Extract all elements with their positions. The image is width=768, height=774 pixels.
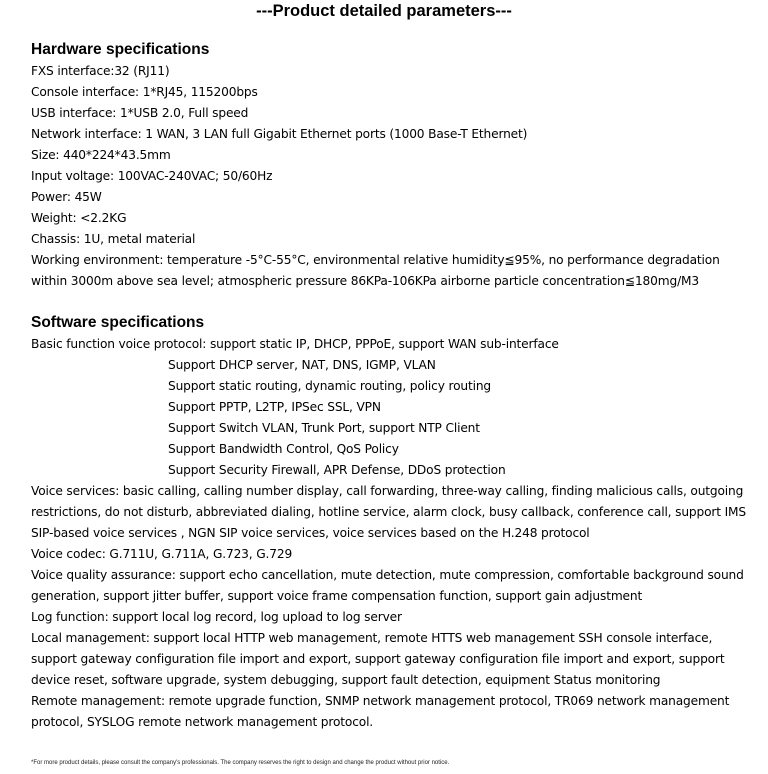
hardware-line-usb: USB interface: 1*USB 2.0, Full speed [31,106,249,120]
software-line-log-function: Log function: support local log record, log upload to log server [31,610,402,624]
software-line-local-management: Local management: support local HTTP web management, remote HTTS web management SSH console interface, [31,631,713,645]
software-line-basic-function: Basic function voice protocol: support static IP, DHCP, PPPoE, support WAN sub-interface [31,337,559,351]
hardware-line-size: Size: 440*224*43.5mm [31,148,171,162]
software-line-firewall: Support Security Firewall, APR Defense, DDoS protection [168,463,506,477]
software-line-voice-services: Voice services: basic calling, calling number display, call forwarding, three-way calling, finding malicious calls, outgoing [31,484,744,498]
software-line-local-management-cont-2: device reset, software upgrade, system debugging, support fault detection, equipment Status monitoring [31,673,661,687]
hardware-line-environment: Working environment: temperature -5°C-55°C, environmental relative humidity≦95%, no performance degradation [31,253,720,267]
hardware-line-input-voltage: Input voltage: 100VAC-240VAC; 50/60Hz [31,169,273,183]
software-line-voice-services-cont-1: restrictions, do not disturb, abbreviated dialing, hotline service, alarm clock, busy callback, conference call, support IMS [31,505,746,519]
software-line-remote-management-cont: protocol, SYSLOG remote network management protocol. [31,715,374,729]
software-line-remote-management: Remote management: remote upgrade function, SNMP network management protocol, TR069 network management [31,694,730,708]
software-line-vlan: Support Switch VLAN, Trunk Port, support NTP Client [168,421,480,435]
software-line-voice-quality: Voice quality assurance: support echo cancellation, mute detection, mute compression, comfortable background sound [31,568,744,582]
hardware-line-weight: Weight: <2.2KG [31,211,127,225]
software-line-voice-codec: Voice codec: G.711U, G.711A, G.723, G.729 [31,547,293,561]
software-line-routing: Support static routing, dynamic routing, policy routing [168,379,492,393]
hardware-heading: Hardware specifications [31,41,210,58]
hardware-line-environment-cont: within 3000m above sea level; atmospheric pressure 86KPa-106KPa airborne particle concentration≦180mg/M3 [31,274,699,288]
hardware-line-chassis: Chassis: 1U, metal material [31,232,196,246]
page-title: ---Product detailed parameters--- [256,2,512,20]
software-line-local-management-cont-1: support gateway configuration file import and export, support gateway configuration file import and export, support [31,652,725,666]
software-line-qos: Support Bandwidth Control, QoS Policy [168,442,399,456]
software-line-voice-quality-cont: generation, support jitter buffer, support voice frame compensation function, support gain adjustment [31,589,643,603]
hardware-line-network: Network interface: 1 WAN, 3 LAN full Gigabit Ethernet ports (1000 Base-T Ethernet) [31,127,528,141]
hardware-line-console: Console interface: 1*RJ45, 115200bps [31,85,258,99]
hardware-line-power: Power: 45W [31,190,102,204]
software-line-voice-services-cont-2: SIP-based voice services , NGN SIP voice services, voice services based on the H.248 protocol [31,526,590,540]
software-line-vpn: Support PPTP, L2TP, IPSec SSL, VPN [168,400,381,414]
software-line-dhcp: Support DHCP server, NAT, DNS, IGMP, VLAN [168,358,436,372]
hardware-line-fxs: FXS interface:32 (RJ11) [31,64,170,78]
footnote: *For more product details, please consult the company's professionals. The company reserves the right to design and change the product without prior notice. [31,760,450,766]
software-heading: Software specifications [31,314,205,331]
